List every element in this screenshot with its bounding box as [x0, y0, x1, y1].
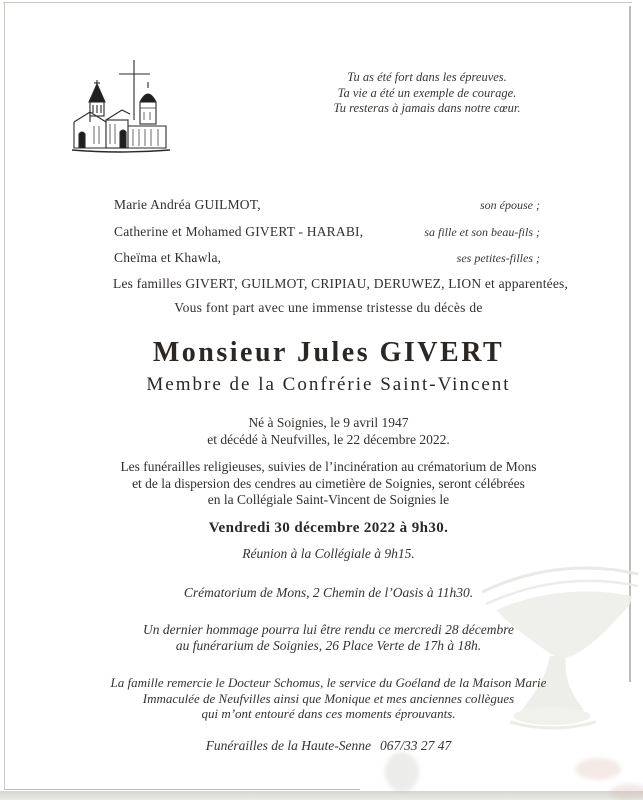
thanks-paragraph	[14, 675, 643, 722]
ceremony-line: en la Collégiale Saint-Vincent de Soignies le	[207, 492, 450, 507]
family-member-name: Cheïma et Khawla,	[114, 250, 222, 265]
scan-artifact	[575, 758, 621, 780]
announcement-line: Vous font part avec une immense tristesse du décès de	[174, 300, 483, 315]
thanks-line: La famille remercie le Docteur Schomus, le service du Goéland de la Maison Marie	[110, 675, 547, 690]
ceremony-date: Vendredi 30 décembre 2022 à 9h30.	[208, 520, 449, 536]
birth-line: Né à Soignies, le 9 avril 1947	[248, 415, 409, 430]
meeting-line: Réunion à la Collégiale à 9h15.	[242, 546, 415, 561]
death-line: et décédé à Neufvilles, le 22 décembre 2022.	[207, 432, 450, 447]
tribute-paragraph	[14, 622, 643, 654]
crematorium-line: Crématorium de Mons, 2 Chemin de l’Oasis à 11h30.	[183, 585, 474, 600]
family-member-relation: son épouse ;	[480, 198, 540, 212]
church-icon	[70, 56, 174, 166]
family-member-name: Catherine et Mohamed GIVERT - HARABI,	[114, 224, 364, 239]
deceased-title: Membre de la Confrérie Saint-Vincent	[146, 374, 511, 395]
thanks-line: qui m’ont entouré dans ces moments éprouvants.	[201, 706, 456, 721]
ceremony-line: et de la dispersion des cendres au cimetière de Soignies, seront célébrées	[132, 475, 525, 491]
funeral-home-footer	[14, 738, 643, 754]
card-edge-left	[4, 2, 5, 790]
tribute-line: Un dernier hommage pourra lui être rendu ce mercredi 28 décembre	[143, 622, 514, 637]
deceased-name: Monsieur Jules GIVERT	[152, 337, 505, 368]
quote-line: Tu as été fort dans les épreuves.	[347, 70, 507, 84]
life-dates	[14, 414, 643, 448]
family-row	[114, 197, 540, 213]
funeral-home-name: Funérailles de la Haute-Senne	[205, 738, 372, 753]
scan-bottom-strip	[0, 791, 643, 800]
family-row	[114, 250, 540, 266]
card-edge-top	[3, 2, 632, 3]
scan-artifact	[610, 784, 643, 800]
family-member-name: Marie Andréa GUILMOT,	[114, 197, 261, 212]
ceremony-paragraph	[14, 459, 643, 509]
extended-families-line: Les familles GIVERT, GUILMOT, CRIPIAU, DERUWEZ, LION et apparentées,	[113, 276, 569, 291]
family-row	[114, 224, 540, 240]
ceremony-line: Les funérailles religieuses, suivies de l’incinération au crématorium de Mons	[120, 459, 537, 474]
memorial-quote	[318, 70, 536, 117]
thanks-line: Immaculée de Neufvilles ainsi que Monique et mes anciennes collègues	[142, 690, 515, 706]
family-member-relation: ses petites-filles ;	[456, 251, 540, 265]
quote-line: Tu resteras à jamais dans notre cœur.	[333, 101, 521, 115]
family-member-relation: sa fille et son beau-fils ;	[424, 225, 540, 239]
funeral-home-phone: 067/33 27 47	[380, 738, 452, 753]
card-edge-bottom	[4, 789, 360, 790]
scan-artifact	[385, 752, 419, 792]
quote-line: Ta vie a été un exemple de courage.	[337, 85, 517, 100]
tribute-line: au funérarium de Soignies, 26 Place Verte de 17h à 18h.	[175, 638, 482, 653]
